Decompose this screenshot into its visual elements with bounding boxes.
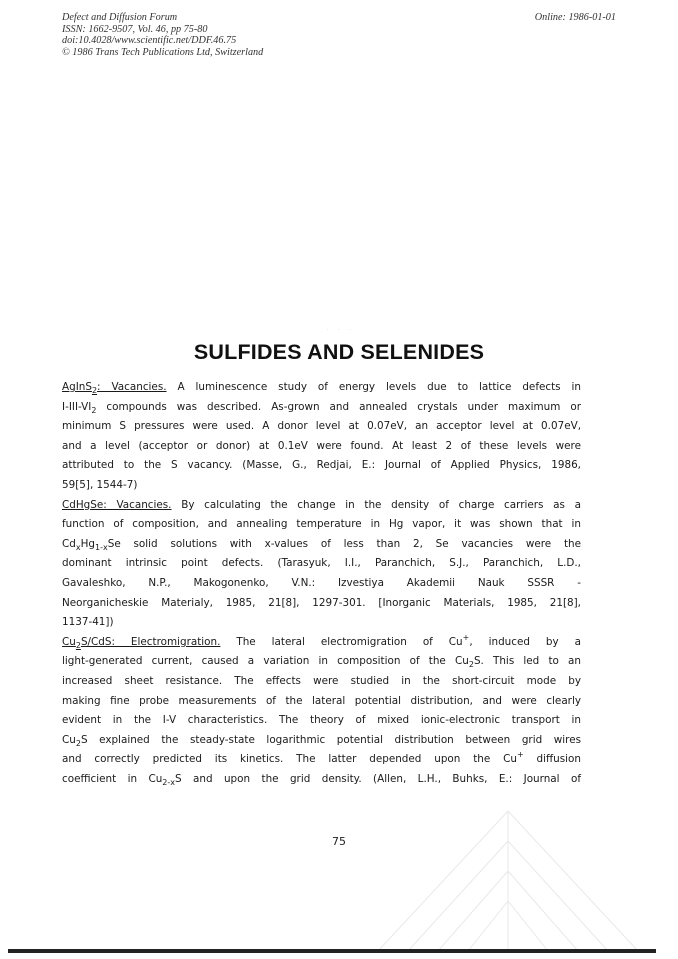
text-run: evident in the I-V characteristics. The theory of mixed ionic-electronic transport in xyxy=(62,714,581,727)
text-run: light-generated current, caused a variation in composition of the Cu xyxy=(62,655,469,668)
text-run: S explained the steady-state logarithmic potential distribution between grid wires xyxy=(80,733,581,746)
text-run: attributed to the S vacancy. (Masse, G., Redjai, E.: Journal of Applied Physics, 1986, xyxy=(62,459,581,472)
text-run: compounds was described. As-grown and annealed crystals under maximum or xyxy=(96,400,581,413)
text-line xyxy=(62,652,581,672)
text-line xyxy=(62,613,581,633)
subject-heading: AgInS xyxy=(62,381,92,393)
text-line xyxy=(62,711,581,731)
text-line xyxy=(62,750,581,770)
text-run: Se solid solutions with x-values of less than 2, Se vacancies were the xyxy=(107,537,581,550)
article-body xyxy=(62,378,581,789)
text-run: , induced by a xyxy=(469,635,581,648)
bottom-rule xyxy=(8,949,656,953)
subject-heading: : Vacancies. xyxy=(97,381,167,393)
text-run: 2-x xyxy=(162,777,176,787)
text-run: function of composition, and annealing temperature in Hg vapor, it was shown that in xyxy=(62,518,581,531)
text-line xyxy=(62,633,581,653)
text-line xyxy=(62,476,581,496)
text-line xyxy=(62,672,581,692)
text-run: S. This led to an xyxy=(473,655,581,668)
issn-line: ISSN: 1662-9507, Vol. 46, pp 75-80 xyxy=(62,23,208,35)
text-run: increased sheet resistance. The effects were studied in the short-circuit mode by xyxy=(62,674,581,687)
journal-header xyxy=(62,12,263,58)
subject-heading: 2 xyxy=(75,640,81,650)
text-run: I-III-VI xyxy=(62,400,92,413)
journal-name: Defect and Diffusion Forum xyxy=(62,12,178,23)
subject-heading: CdHgSe: Vacancies. xyxy=(62,498,172,511)
doi-line: doi:10.4028/www.scientific.net/DDF.46.75 xyxy=(62,35,237,47)
text-run: making fine probe measurements of the lateral potential distribution, and were clearly xyxy=(62,694,581,707)
text-line xyxy=(62,496,581,516)
text-line xyxy=(62,594,581,614)
subject-heading: Cu xyxy=(62,635,76,648)
subject-heading: S/CdS: Electromigration. xyxy=(80,635,221,648)
text-run: coefficient in Cu xyxy=(62,772,163,785)
text-run: x xyxy=(75,542,81,552)
text-run: Cd xyxy=(62,537,76,550)
text-line xyxy=(62,456,581,476)
subject-heading: 2 xyxy=(91,386,98,395)
text-run: dominant intrinsic point defects. (Tarasyuk, I.I., Paranchich, S.J., Paranchich, L.D., xyxy=(62,557,581,570)
text-run: diffusion xyxy=(523,753,581,766)
text-line xyxy=(62,378,581,398)
text-run: A luminescence study of energy levels due to lattice defects in xyxy=(166,381,581,393)
text-line xyxy=(62,515,581,535)
text-line xyxy=(62,554,581,574)
watermark-graphic xyxy=(338,801,678,951)
text-run: Hg xyxy=(80,537,96,550)
text-line xyxy=(62,770,581,790)
text-run: The lateral electromigration of Cu xyxy=(220,635,463,648)
text-run: By calculating the change in the density of charge carriers as a xyxy=(171,498,581,511)
copyright-line: © 1986 Trans Tech Publications Ltd, Switzerland xyxy=(62,46,264,58)
text-line xyxy=(62,574,581,594)
text-line xyxy=(62,535,581,555)
text-run: 59[5], 1544-7) xyxy=(62,478,138,491)
text-run: Gavaleshko, N.P., Makogonenko, V.N.: Izvestiya Akademii Nauk SSSR - xyxy=(62,576,581,589)
scan-speck: · · · xyxy=(327,327,355,333)
text-line xyxy=(62,437,581,457)
text-line xyxy=(62,692,581,712)
text-run: 2 xyxy=(75,738,81,748)
text-run: S and upon the grid density. (Allen, L.H., Buhks, E.: Journal of xyxy=(175,772,581,785)
text-run: and a level (acceptor or donor) at 0.1eV were found. At least 2 of these levels were xyxy=(62,439,581,452)
text-line xyxy=(62,417,581,437)
online-date: Online: 1986-01-01 xyxy=(534,12,616,23)
text-run: + xyxy=(516,750,524,760)
text-run: and correctly predicted its kinetics. The latter depended upon the Cu xyxy=(62,753,517,766)
text-line xyxy=(62,398,581,418)
text-run: Neorganicheskie Materialy, 1985, 21[8], 1297-301. [Inorganic Materials, 1985, 21[8], xyxy=(62,596,581,609)
text-run: Cu xyxy=(62,733,76,746)
text-line xyxy=(62,731,581,751)
text-run: + xyxy=(462,632,470,642)
text-run: 2 xyxy=(468,660,474,670)
text-run: 1137-41]) xyxy=(62,616,114,629)
section-title: SULFIDES AND SELENIDES xyxy=(193,340,485,364)
text-run: 2 xyxy=(91,405,97,415)
text-run: 1-x xyxy=(95,542,108,552)
page-number: 75 xyxy=(332,835,346,848)
text-run: minimum S pressures were used. A donor level at 0.07eV, an acceptor level at 0.07eV, xyxy=(62,420,581,433)
